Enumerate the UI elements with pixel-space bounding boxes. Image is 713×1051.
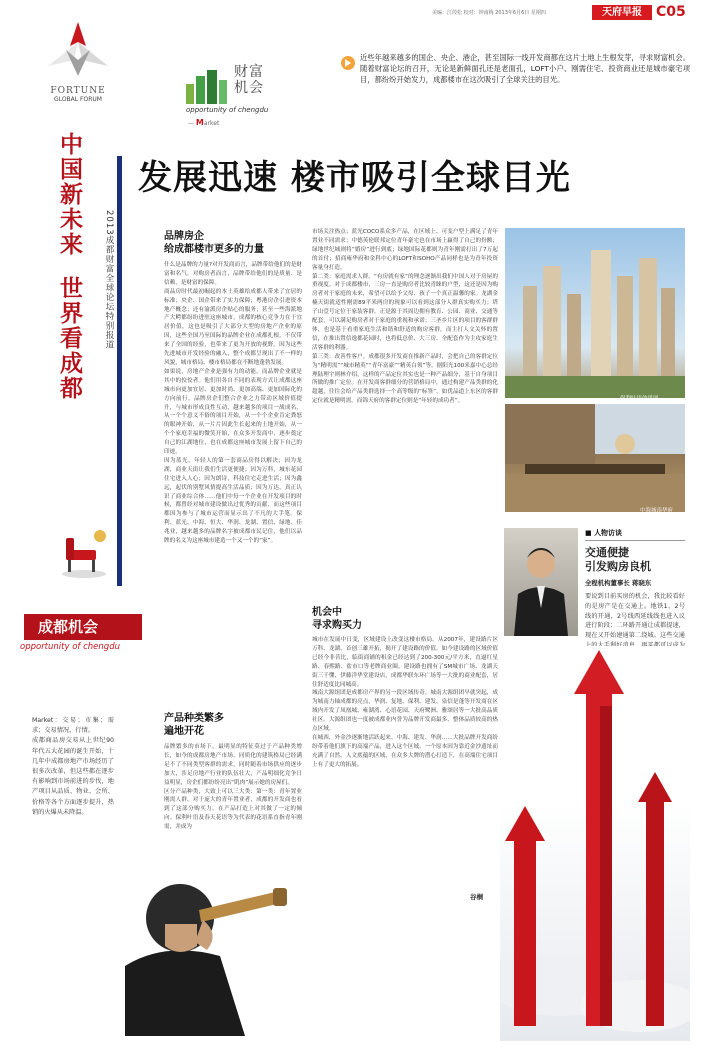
interview-body: 要说到目前买房的机会，我比较看好的是房产是在交通上。地铁1、2号线的开通，2号线西延线线也进入议进行阶段；二环路开通让成都提速，现在又开始建通第二绕城。这些交通 <box>585 593 685 640</box>
vertical-blue-bar <box>117 156 122 586</box>
brand-logo: 财富机会 opportunity of chengdu — Market <box>186 64 269 127</box>
brand-cn: 财富机会 <box>234 64 264 96</box>
lead-arrow-icon <box>341 56 355 70</box>
section4-body: 城市在发展中日变，区域建设上改变这楼市格局。从2007年，建设路片区万科、龙湖、首创三雄开拓，揭开了建设路的价值。如今建设路的区域价值已经今非昔比，临街商铺的租金已经达到了200-300元/平方米，直逼红星路、春熙路、盐市口等老牌商业圈。建设路也拥有了SM城市广场、龙湖天街三千懂、伊藤洋华堂建设店，成都华联东环广场等一大批的商业配套，居住舒适度比同城高。 城南大源组团是成都房产界的另一段区域传奇。城南大源组团早就突起，成为城南力轴成都的亮点，华润、复地、保利、建发、泉信是蓬等开发商在区域内开发了凤凰城、雍湖湾、心语花园、天府鹭洲、雅颂居等一大批高品质社区。大源组团也一度被成都业内誉为品牌开发商最多、整体品质较高的热点区域。 在城西，外金沙逐渐地活跃起来。中海、建发、华润……大批品牌开发商纷纷带着他们旗下的高端产品，进入这个区域。一个原本因为靠近金沙遗址而充满了自然、人文底蕴的区域，在众多大牌的潜心打造下，在高端住宅项目上有了更大的拓展。 <box>312 637 498 768</box>
red-arrows-icon <box>500 646 690 1041</box>
section1-title-1: 品牌房企 <box>164 231 204 242</box>
banner-en: opportunity of chengdu <box>20 642 120 652</box>
interview-title-1: 交通便捷 <box>585 546 629 559</box>
interview-rule <box>585 540 685 541</box>
forum-logo-word: FORTUNE <box>50 86 106 96</box>
brand-tag-rest: arket <box>203 120 220 127</box>
section2-body: 品牌繁多的市场下，最明显的特征莫过于产品种类增长，如今的成都房地产市场，同质化的建筑格局已经满足不了不同类型客群的需求，同时随着市场供应的逐步加大，涉足房地产行业的队伍壮大，产品明细化竞争日益明显，房企们都纷纷亮出“肌肉”展示她的房屋们。 区分产品种类，大致上可以三大类：第一类：青年置业刚需人群。对于庞大的青年置业者，成都的开发商也看到了这部分购买力，在产品打造上对其做了一定的倾向。保利叶语及春天花语等为代表的花语系直指青年刚需，并成为 <box>164 744 302 831</box>
section2-title-1: 产品种类繁多 <box>164 713 224 724</box>
section4-title-1: 机会中 <box>312 607 342 618</box>
chair-icon <box>56 524 112 580</box>
buildings-logo-icon <box>184 66 230 106</box>
section4-author: 谷桐 <box>470 893 483 901</box>
chengdu-opportunity-banner <box>24 614 142 640</box>
vertical-title-2: 世界看成都 <box>56 276 83 401</box>
fortune-emblem-icon <box>38 16 118 86</box>
businessman-telescope-icon <box>125 846 335 1036</box>
vertical-title-1: 中国新未来 <box>56 132 83 257</box>
photo-zhonghai <box>505 404 685 512</box>
section4-title-2: 寻求购买力 <box>312 620 362 631</box>
forum-logo-sub: GLOBAL FORUM <box>54 96 102 103</box>
towers-photo-icon <box>505 228 685 398</box>
interview-tag-label: 人物访谈 <box>594 529 623 537</box>
banner-cn: 成都机会 <box>38 618 99 636</box>
page-number: C05 <box>656 4 686 20</box>
caption-poly: 保利叶语效果图 <box>620 396 659 402</box>
section1-body: 什么是品牌的力量?对开发商而言，品牌带给他们的是财富和名气。对购房者而言，品牌带给他们的是质量、是信赖，是财富的保障。 商品房时代最初崛起的本土英雄给成都人带来了宜居的标准；央企、国企带来了实力保障；粤港房企引进资本地产概念；还有渝派房企贴心的服务；甚至一些海派地产大鳄都纷纷进驻这座城市。成都的核心竞争力在于宜居价值，这也是吸引了大部分大型的房地产企业的原因，这些全国乃至国际的品牌企业在成都扎根，不仅带来了全国的经验，也带来了更为开放的视野。因为这些先进城市开发经验的融入，整个成都呈现出了不一样的风貌，城市格局、楼市格局都在不断地蓬勃发展。 如果说，房地产企业是强有力的动能，而品牌企业就是其中的佼佼者。他们用各自不同的表现方式让成都这座城市向更加宜居、更加时尚、更加高端、更加国际化的方向前行。品牌房企们整合企业之力带动区域价值提升，与城市形成良性互动，越来越多的项目一战成名，从一个个意义不俗的项目开始，从一个个企业肯定粪怒的眼神开始，从一片片因此生长起来的土地开始，从一个个家庭幸福的微笑开始，在众多开发商中，逐步奠定自己的江湖地位，也在成都这座城市发展上留下自己的印迹。 因为蓝光，年轻人的第一套商品房得以解决；因为龙湖，商业天街让我们生活更便捷；因为万科，城东花园住宅进入人心；因为朗诗，科技住宅走进生活；因为鑫远，起伏的别墅风情提高生活品质；因为万达，真正认识了商业综合体……他们中每一个企业在开发项目的时候，都曾经对城市建设做出过优秀的贡献，而这些项目都因为参与了城市运营而显示出了不凡的大手笔。保利、蓝光、中海、恒大、华润、龙湖、置信、绿地、佳兆业，越来越多的品牌名字被成都市民记住，他们以品牌的名义为这座城市建造一个又一个的“家”。 <box>164 262 302 545</box>
interview-portrait <box>504 528 578 636</box>
vertical-subtitle: 2013成都财富全球论坛特别报道 <box>104 210 114 350</box>
interview-byline: 全程机构董事长 蒋晓东 <box>585 579 652 587</box>
lead-paragraph: 近些年越来越多的国企、央企、港企，甚至国际一线开发商都在这片土地上生根发芽，寻求财富机会。随着财富论坛的召开，无论是新鲜面孔还是老面孔，LOFT小户、刚需住宅、投资商业还是城市豪宅项目，都纷纷开始发力，成都楼市在这次吸引了全球关注的目光。 <box>360 53 690 85</box>
section2-title-2: 遍地开花 <box>164 726 204 737</box>
brand-tag-m: M <box>195 118 204 127</box>
brand-en: opportunity of chengdu <box>186 106 269 114</box>
headline: 发展迅速 楼市吸引全球目光 <box>138 158 571 198</box>
person-portrait-icon <box>504 528 578 636</box>
photo-poly-rendering <box>505 228 685 398</box>
caption-zhonghai: 中海城南华府 <box>640 508 674 514</box>
section1-title-2: 给成都楼市更多的力量 <box>164 244 264 255</box>
growth-arrows-illustration <box>500 646 690 1041</box>
interview-title-2: 引发购房良机 <box>585 560 651 573</box>
interview-tag: ■ 人物访谈 <box>585 529 623 537</box>
paper-name-badge: 天府早报 <box>592 5 652 20</box>
terrace-photo-icon <box>505 404 685 512</box>
fortune-logo <box>38 16 118 126</box>
section3-body: 市场关注热点；蓝光COCO系众多产品，在区域上、可变户型上满足了青年置业不同需求；中德英伦联邦定位青年豪宅也在市场上赢得了自己的份额；绿地世纪城则将“婚房”进行到底；绿地国际花都则为青年刚需打出了7万起的首付；招商雍华府和金科中心的LOFT和SOHO产品同样也是为青年投资客量身打造。 第二类：家庭需求人群。“有房就有家”的理念逐渐出我们中国人对于房屋的重视度。对于成都楼市，三房一直是购房者比较青睐的户型，这还是因为购房者对于家庭的未来，希望可以给予父母、孩子一个真正温馨的家。龙湖金楠天街就适性刚需89平米两房的现象可以看到这部分人群真实购买力；塔子山壹号定位于家装客群，正是源于其周边拥有教育、公园、商业、交通等配套，可以满足购房者对于家庭的重视和承诺；三圣乡片区的项目的客群群体，也是基于看重家庭生活和谐和舒适的购房客群，而主打人文关怀的置信，在推出置信逸都花园时，也将低总价、大三房、全配套作为主攻家庭生活客群的利器。 第三类：改善性客户。成都很多开发商在推新产品时，会把自己的客群定位为“精明需”“城市精英”“青年富豪”“精英白领”等。据阳光100米嘉中心总经理陆理宇则林介绍，这样的产品定位其实也是一种产品细分，基于自身项目所做的推广定位。在开发商客群细分的营销格局中，通过构建产品类群的化超越，往往会给产品类群选择一个高等级的“标签”，如优品道上东区的客群定位就是精明需，而锦天府的客群定位则是“年轻的成功者”。 <box>312 229 498 405</box>
telescope-illustration <box>125 846 335 1036</box>
header-meta: 美编：江葭松 校对：钟南梅 2013年6月6日 星期四 <box>432 10 546 16</box>
chair-illustration <box>56 524 112 580</box>
sidebar-market-text: Market：交易；市集；需求；交易情况，行情。 成都商品房交易从上世纪90年代五大花园的诞生开始，十几年中成都房地产市场经历了很多次改革，但这些都在逐步有影响到市场前进的步伐，地产项目从品质、物业、会所、价格等各个方面逐步提升，热销的火爆从未降温。 <box>32 717 114 816</box>
